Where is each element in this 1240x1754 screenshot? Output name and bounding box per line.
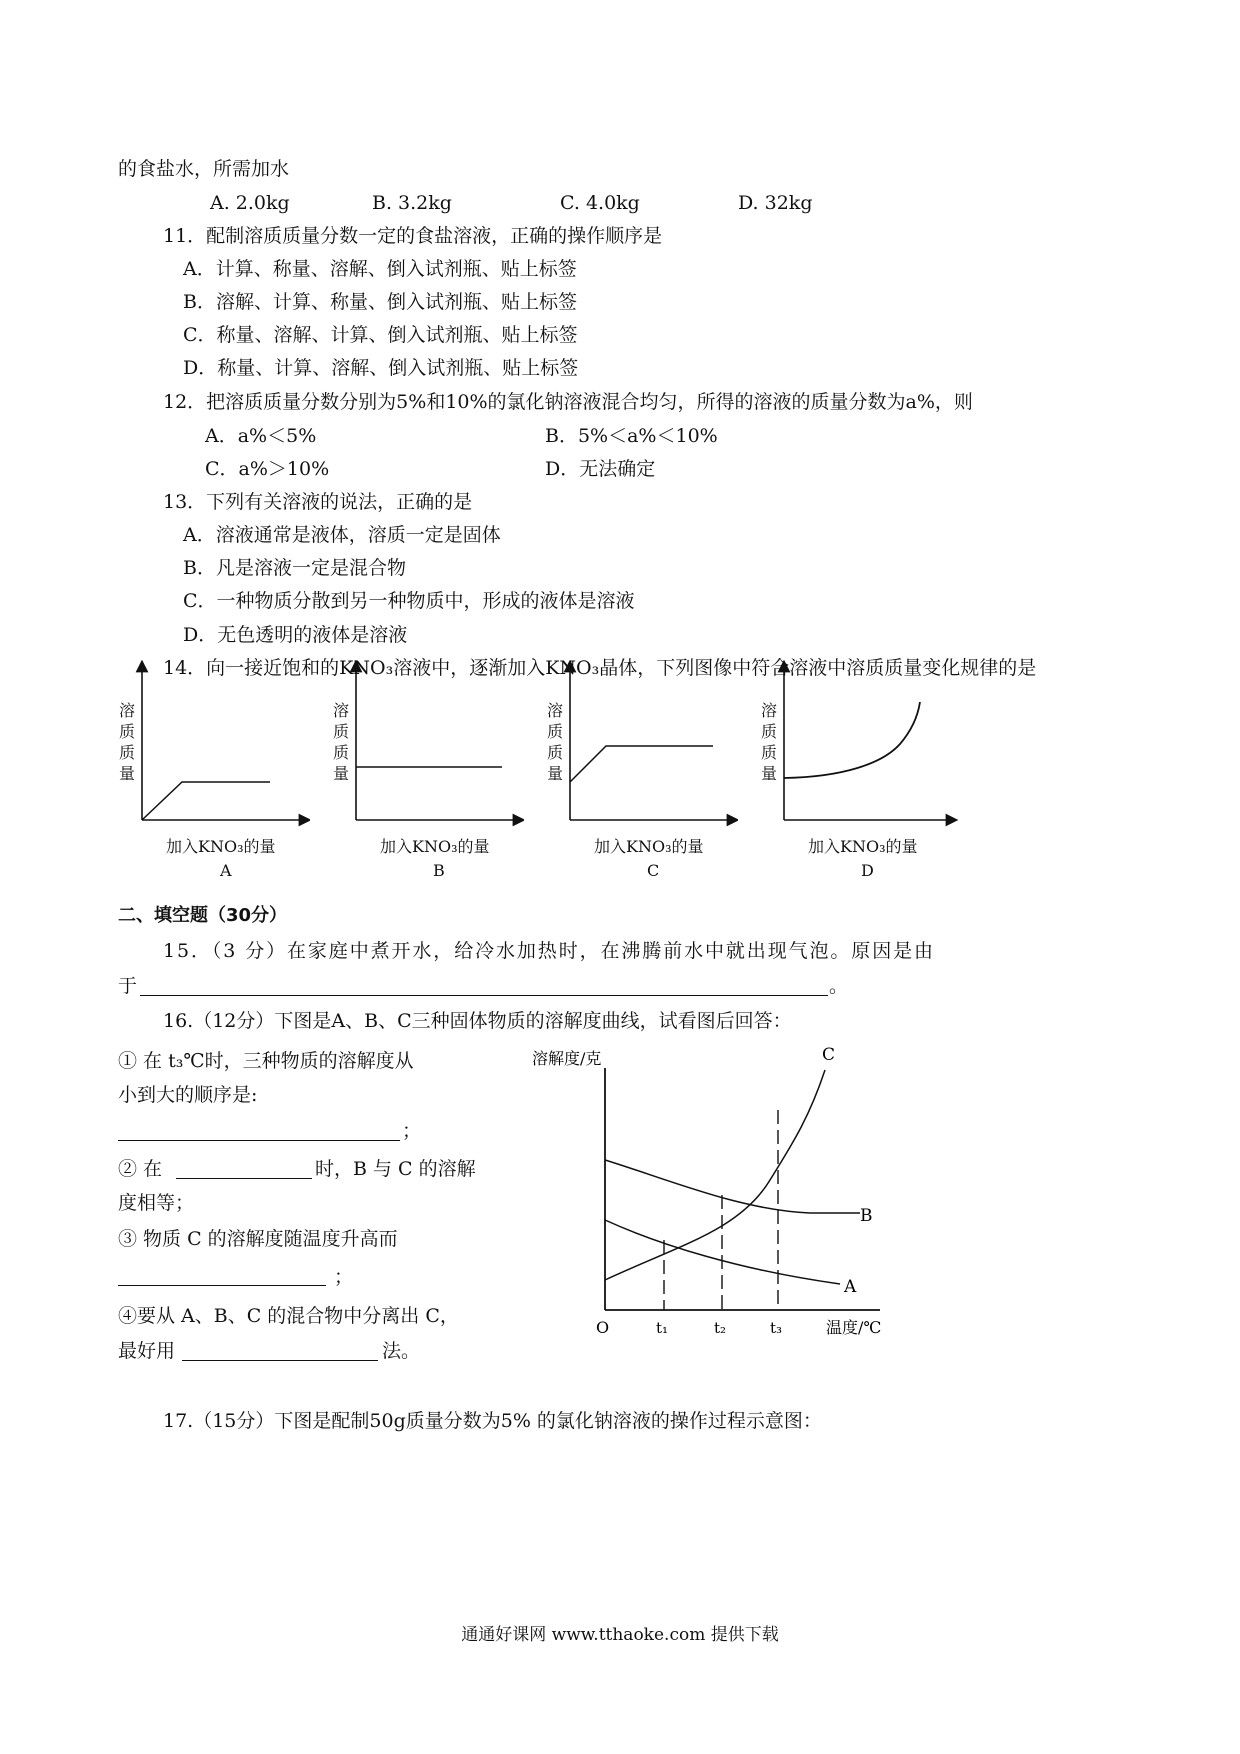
- tick-t2: t₂: [714, 1319, 727, 1337]
- graph-b-plot: [344, 660, 524, 830]
- q11-option-a: A．计算、称量、溶解、倒入试剂瓶、贴上标签: [183, 258, 577, 280]
- graph-a-letter: A: [220, 861, 232, 880]
- curve-c-label: C: [822, 1045, 836, 1065]
- graph-c-letter: C: [647, 861, 660, 880]
- graph-d-letter: D: [861, 861, 874, 880]
- q15-stem: 15．（3 分）在家庭中煮开水，给冷水加热时，在沸腾前水中就出现气泡。原因是由: [163, 940, 935, 962]
- q16-part2-start: ② 在: [118, 1158, 163, 1180]
- graph-a-ylabel-2: 质: [118, 722, 135, 741]
- graph-d-plot: [772, 660, 962, 830]
- graph-b-xlabel: 加入KNO₃的量: [380, 837, 490, 856]
- q12-option-a: A．a%＜5%: [205, 425, 317, 447]
- tick-t1: t₁: [656, 1319, 669, 1337]
- graph-b-ylabel-1: 溶: [332, 701, 349, 720]
- q11-option-b: B．溶解、计算、称量、倒入试剂瓶、贴上标签: [183, 291, 577, 313]
- graph-b-ylabel-2: 质: [332, 722, 349, 741]
- q13-option-d: D．无色透明的液体是溶液: [183, 624, 408, 646]
- q13-option-b: B．凡是溶液一定是混合物: [183, 557, 406, 579]
- q16-part4-line1: ④要从 A、B、C 的混合物中分离出 C，: [118, 1305, 459, 1327]
- q16-part3-end: ；: [334, 1266, 354, 1288]
- q16-part2-mid: 时，B 与 C 的溶解: [315, 1158, 476, 1180]
- q15-cont: 于: [118, 975, 138, 997]
- graph-c-ylabel-3: 质: [546, 743, 563, 762]
- q10-option-c: C. 4.0kg: [560, 192, 640, 214]
- q12-option-d: D．无法确定: [545, 458, 656, 480]
- graph-b-ylabel-3: 质: [332, 743, 349, 762]
- graph-d-ylabel-3: 质: [760, 743, 777, 762]
- q14-stem: 14．向一接近饱和的KNO₃溶液中，逐渐加入KNO₃晶体，下列图像中符合溶液中溶质质量变化规律的是: [163, 657, 1037, 679]
- curve-b: [605, 1160, 860, 1213]
- q13-option-c: C．一种物质分散到另一种物质中，形成的液体是溶液: [183, 590, 635, 612]
- q10-option-a: A. 2.0kg: [210, 192, 290, 214]
- q12-option-c: C．a%＞10%: [205, 458, 330, 480]
- graph-d-ylabel-4: 量: [760, 764, 777, 783]
- q10-option-d: D. 32kg: [738, 192, 813, 214]
- origin-label: O: [596, 1318, 610, 1337]
- graph-c-xlabel: 加入KNO₃的量: [594, 837, 704, 856]
- q16-part3-start: ③ 物质 C 的溶解度随温度升高而: [118, 1228, 398, 1250]
- graph-b-ylabel-4: 量: [332, 764, 349, 783]
- q16-part2-end: 度相等；: [118, 1192, 195, 1214]
- footer-credit: 通通好课网 www.tthaoke.com 提供下载: [461, 1625, 779, 1645]
- q16-part2-blank[interactable]: [176, 1178, 312, 1179]
- q16-part1-blank[interactable]: [118, 1140, 400, 1141]
- graph-c-ylabel-4: 量: [546, 764, 563, 783]
- q15-answer-blank[interactable]: [140, 995, 828, 996]
- curve-c: [605, 1070, 825, 1280]
- q17-stem: 17.（15分）下图是配制50g质量分数为5% 的氯化钠溶液的操作过程示意图：: [163, 1410, 822, 1432]
- q13-stem: 13．下列有关溶液的说法，正确的是: [163, 491, 473, 513]
- q11-stem: 11．配制溶质质量分数一定的食盐溶液，正确的操作顺序是: [163, 225, 663, 247]
- q16-part4-end: 法。: [382, 1340, 421, 1362]
- q12-option-b: B．5%＜a%＜10%: [545, 425, 718, 447]
- graph-b-letter: B: [433, 861, 445, 880]
- q10-option-b: B. 3.2kg: [372, 192, 452, 214]
- graph-a-curve: [142, 782, 270, 820]
- q16-part1-line1: ① 在 t₃℃时，三种物质的溶解度从: [118, 1050, 414, 1072]
- graph-d-ylabel-2: 质: [760, 722, 777, 741]
- q16-part3-blank[interactable]: [118, 1285, 326, 1286]
- q11-option-d: D．称量、计算、溶解、倒入试剂瓶、贴上标签: [183, 357, 579, 379]
- tick-t3: t₃: [770, 1319, 783, 1337]
- q16-stem: 16.（12分）下图是A、B、C三种固体物质的溶解度曲线，试看图后回答：: [163, 1010, 792, 1032]
- graph-c-curve: [570, 746, 713, 782]
- graph-d-xlabel: 加入KNO₃的量: [808, 837, 918, 856]
- graph-c-ylabel-2: 质: [546, 722, 563, 741]
- q12-stem: 12．把溶质质量分数分别为5%和10%的氯化钠溶液混合均匀，所得的溶液的质量分数为a%，则: [163, 391, 973, 413]
- q11-option-c: C．称量、溶解、计算、倒入试剂瓶、贴上标签: [183, 324, 578, 346]
- q16-part4-start: 最好用: [118, 1340, 176, 1362]
- graph-a-ylabel-4: 量: [118, 764, 135, 783]
- q16-part1-end: ；: [402, 1120, 422, 1142]
- curve-b-label: B: [860, 1206, 873, 1226]
- q13-option-a: A．溶液通常是液体，溶质一定是固体: [183, 524, 501, 546]
- q16-part1-line2: 小到大的顺序是:: [118, 1084, 258, 1106]
- q15-end: 。: [829, 975, 849, 997]
- solubility-xlabel: 温度/℃: [826, 1318, 882, 1337]
- section-2-title: 二、填空题（30分）: [118, 905, 288, 926]
- graph-a-ylabel-3: 质: [118, 743, 135, 762]
- graph-a-xlabel: 加入KNO₃的量: [166, 837, 276, 856]
- curve-a-label: A: [844, 1277, 857, 1297]
- graph-a-ylabel-1: 溶: [118, 701, 135, 720]
- graph-c-plot: [558, 660, 738, 830]
- graph-d-ylabel-1: 溶: [760, 701, 777, 720]
- graph-a-plot: [130, 660, 310, 830]
- solubility-ylabel: 溶解度/克: [532, 1049, 602, 1068]
- q16-part4-blank[interactable]: [182, 1360, 378, 1361]
- graph-c-ylabel-1: 溶: [546, 701, 563, 720]
- solubility-chart: [510, 1040, 930, 1340]
- graph-d-curve: [784, 702, 920, 778]
- q10-tail: 的食盐水，所需加水: [118, 158, 290, 180]
- curve-a: [605, 1220, 840, 1284]
